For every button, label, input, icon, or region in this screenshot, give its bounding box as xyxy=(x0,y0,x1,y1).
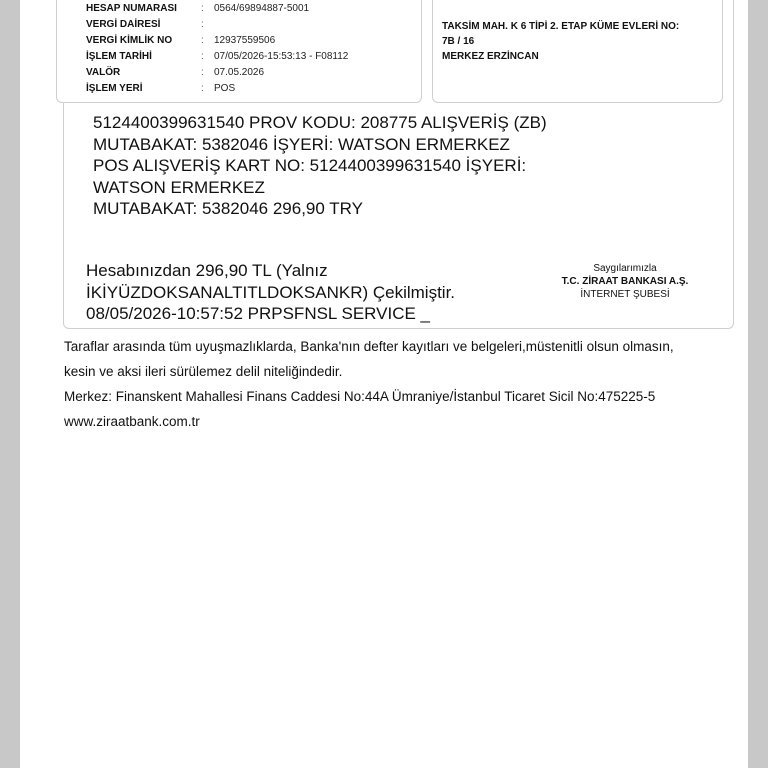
transaction-place-colon: : xyxy=(201,83,204,94)
summary-line: 08/05/2026-10:57:52 PRPSFNSL SERVICE _ xyxy=(86,304,430,323)
transaction-place-value: POS xyxy=(214,83,236,94)
withdrawal-summary xyxy=(86,260,536,325)
address-line-1: TAKSİM MAH. K 6 TİPİ 2. ETAP KÜME EVLERİ NO: xyxy=(442,21,680,32)
description-line: WATSON ERMERKEZ xyxy=(93,177,265,197)
account-number-value: 0564/69894887-5001 xyxy=(214,3,310,14)
tax-id-value: 12937559506 xyxy=(214,35,276,46)
summary-line: İKİYÜZDOKSANALTITLDOKSANKR) Çekilmiştir. xyxy=(86,282,456,302)
footer-website-link[interactable]: www.ziraatbank.com.tr xyxy=(64,414,200,429)
value-date-value: 07.05.2026 xyxy=(214,67,265,78)
bank-signature xyxy=(540,262,710,301)
transaction-description xyxy=(93,112,653,220)
transaction-date-label: İŞLEM TARİHİ xyxy=(86,51,152,62)
description-line: 5124400399631540 PROV KODU: 208775 ALIŞVERİŞ (ZB) xyxy=(93,113,547,132)
description-line: MUTABAKAT: 5382046 296,90 TRY xyxy=(93,199,363,218)
value-date-colon: : xyxy=(201,67,204,78)
footer-line: Taraflar arasında tüm uyuşmazlıklarda, Banka'nın defter kayıtları ve belgeleri,müstenitli olsun olmasın, xyxy=(64,339,674,354)
account-number-colon: : xyxy=(201,3,204,14)
transaction-date-value: 07/05/2026-15:53:13 - F08112 xyxy=(214,51,349,62)
footer-line: kesin ve aksi ileri sürülemez delil niteliğindedir. xyxy=(64,364,343,379)
signature-branch: İNTERNET ŞUBESİ xyxy=(580,289,670,300)
signature-bank-name: T.C. ZİRAAT BANKASI A.Ş. xyxy=(561,276,689,287)
summary-line: Hesabınızdan 296,90 TL (Yalnız xyxy=(86,261,328,280)
transaction-date-colon: : xyxy=(201,51,204,62)
tax-id-label: VERGİ KİMLİK NO xyxy=(86,35,173,46)
address-line-2: 7B / 16 xyxy=(442,36,475,47)
account-number-label: HESAP NUMARASI xyxy=(86,3,177,14)
footer-line: Merkez: Finanskent Mahallesi Finans Caddesi No:44A Ümraniye/İstanbul Ticaret Sicil No:475225-5 xyxy=(64,389,656,404)
value-date-label: VALÖR xyxy=(86,67,121,78)
transaction-place-label: İŞLEM YERİ xyxy=(86,83,143,94)
legal-footer xyxy=(64,334,744,434)
tax-id-colon: : xyxy=(201,35,204,46)
description-line: MUTABAKAT: 5382046 İŞYERİ: WATSON ERMERKEZ xyxy=(93,134,510,154)
tax-office-colon: : xyxy=(201,19,204,30)
description-line: POS ALIŞVERİŞ KART NO: 5124400399631540 İŞYERİ: xyxy=(93,156,527,175)
signature-greeting: Saygılarımızla xyxy=(593,263,657,274)
address-line-3: MERKEZ ERZİNCAN xyxy=(442,51,539,62)
tax-office-label: VERGİ DAİRESİ xyxy=(86,19,161,30)
